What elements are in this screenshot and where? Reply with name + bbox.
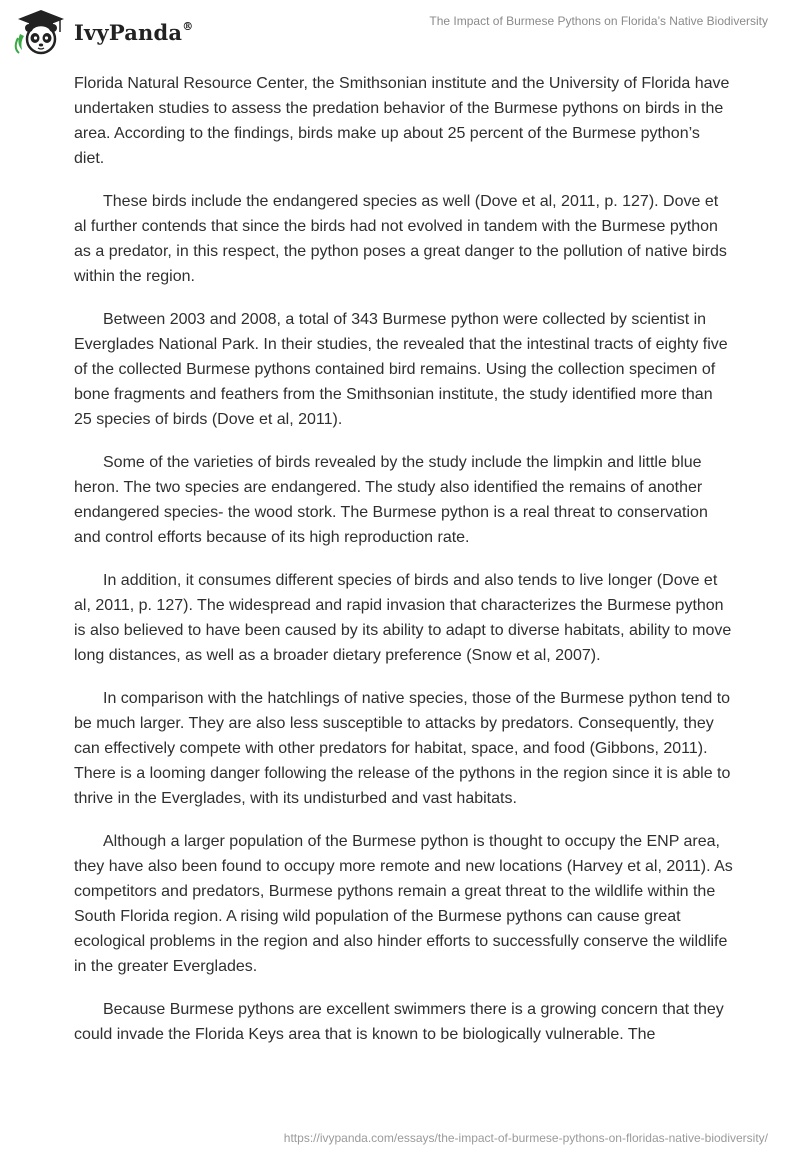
document-title: The Impact of Burmese Pythons on Florida’s Native Biodiversity: [429, 14, 768, 28]
paragraph: Some of the varieties of birds revealed by the study include the limpkin and little blue heron. The two species are endangered. The study also identified the remains of another endangered species- the wood stork. The Burmese python is a real threat to conservation and control efforts because of its high reproduction rate.: [74, 454, 708, 546]
paragraph: These birds include the endangered species as well (Dove et al, 2011, p. 127). Dove et al further contends that since the birds had not evolved in tandem with the Burmese python as a predator, in this respect, the python poses a great danger to the pollution of native birds within the region.: [74, 193, 727, 285]
paragraph: Between 2003 and 2008, a total of 343 Burmese python were collected by scientist in Everglades National Park. In their studies, the revealed that the intestinal tracts of eighty five of the collected Burmese pythons contained bird remains. Using the collection specimen of bone fragments and feathers from the Smithsonian institute, the study identified more than 25 species of birds (Dove et al, 2011).: [74, 311, 728, 428]
essay-body: [74, 71, 734, 1065]
paragraph: In addition, it consumes different species of birds and also tends to live longer (Dove et al, 2011, p. 127). The widespread and rapid invasion that characterizes the Burmese python is also believed to have been caused by its ability to adapt to diverse habitats, ability to move long distances, as well as a broader dietary preference (Snow et al, 2007).: [74, 572, 732, 664]
panda-logo-icon: [14, 8, 68, 56]
paragraph: Because Burmese pythons are excellent swimmers there is a growing concern that they could invade the Florida Keys area that is known to be biologically vulnerable. The: [74, 1001, 724, 1043]
paragraph: Florida Natural Resource Center, the Smithsonian institute and the University of Florida have undertaken studies to assess the predation behavior of the Burmese pythons on birds in the area. According to the findings, birds make up about 25 percent of the Burmese python’s diet.: [74, 75, 730, 167]
logo[interactable]: [14, 8, 193, 56]
page-header: [0, 0, 800, 70]
logo-text: IvyPanda®: [74, 19, 194, 45]
source-url[interactable]: https://ivypanda.com/essays/the-impact-of-burmese-pythons-on-floridas-native-biodiversity/: [283, 1131, 768, 1145]
registered-mark: ®: [182, 19, 194, 33]
paragraph: In comparison with the hatchlings of native species, those of the Burmese python tend to be much larger. They are also less susceptible to attacks by predators. Consequently, they can effectively compete with other predators for habitat, space, and food (Gibbons, 2011). There is a looming danger following the release of the pythons in the region since it is able to thrive in the Everglades, with its undisturbed and vast habitats.: [74, 690, 731, 807]
paragraph: Although a larger population of the Burmese python is thought to occupy the ENP area, they have also been found to occupy more remote and new locations (Harvey et al, 2011). As competitors and predators, Burmese pythons remain a great threat to the wildlife within the South Florida region. A rising wild population of the Burmese pythons can cause great ecological problems in the region and also hinder efforts to successfully conserve the wildlife in the greater Everglades.: [74, 833, 733, 975]
